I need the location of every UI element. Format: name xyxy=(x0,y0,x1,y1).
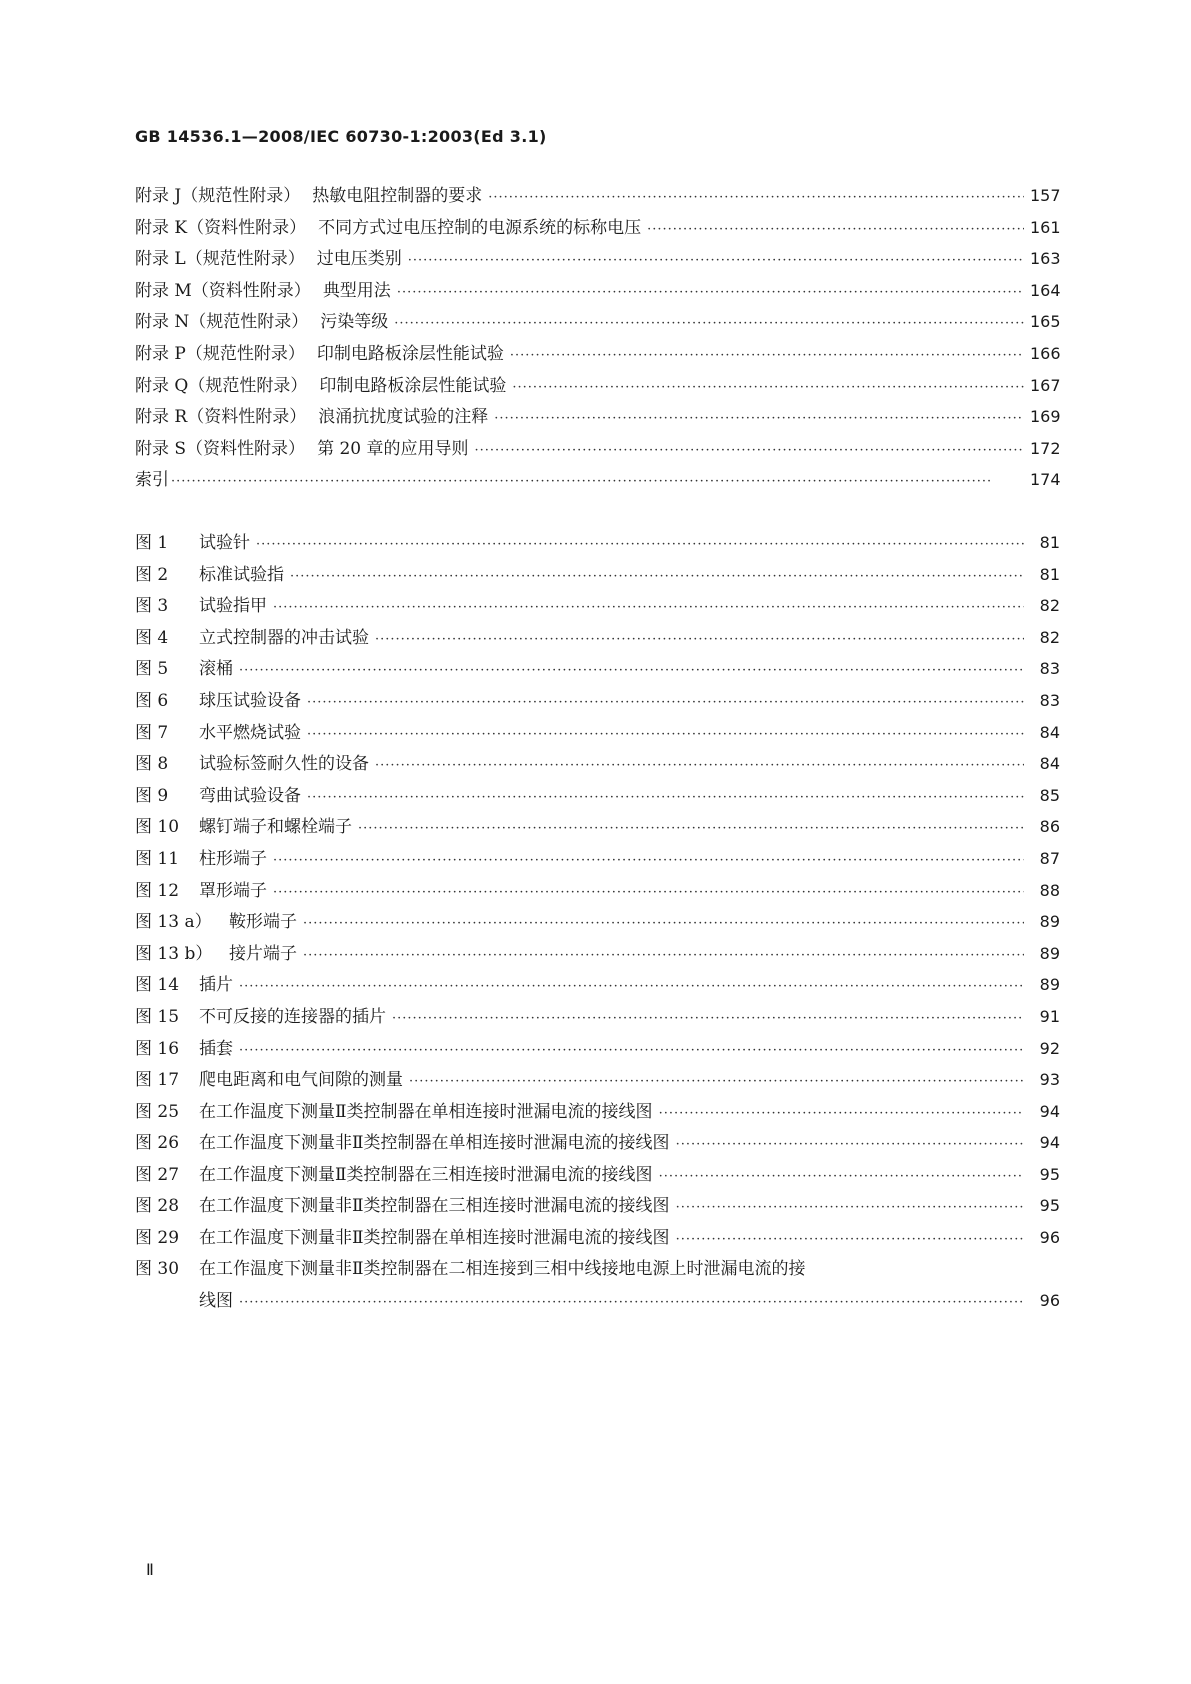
toc-label: 图 13 b） xyxy=(135,943,213,964)
toc-title: 印制电路板涂层性能试验 xyxy=(316,343,504,364)
toc-page: 167 xyxy=(1030,375,1061,395)
dot-leader xyxy=(397,277,1024,309)
dot-leader xyxy=(392,1003,1024,1035)
toc-page: 96 xyxy=(1039,1228,1060,1248)
toc-entry[interactable] xyxy=(135,1096,1060,1128)
toc-entry[interactable] xyxy=(135,685,1060,717)
toc-label: 附录 K（资料性附录） xyxy=(135,217,307,238)
toc-entry[interactable] xyxy=(135,1190,1060,1222)
dot-leader xyxy=(307,719,1024,751)
dot-leader xyxy=(375,750,1024,782)
toc-page: 96 xyxy=(1039,1291,1060,1311)
toc-title: 浪涌抗扰度试验的注释 xyxy=(318,407,489,428)
toc-title: 在工作温度下测量非Ⅱ类控制器在单相连接时泄漏电流的接线图 xyxy=(199,1133,670,1154)
toc-page: 83 xyxy=(1039,690,1060,710)
page-number: Ⅱ xyxy=(146,1560,154,1579)
toc-label: 图 9 xyxy=(135,785,169,806)
toc-page: 157 xyxy=(1030,186,1061,205)
toc-label: 图 4 xyxy=(135,627,169,648)
toc-label: 图 17 xyxy=(135,1070,180,1091)
toc-entry[interactable] xyxy=(135,559,1060,591)
toc-label: 附录 R（资料性附录） xyxy=(135,407,307,428)
toc-title: 爬电距离和电气间隙的测量 xyxy=(199,1070,403,1091)
toc-title: 立式控制器的冲击试验 xyxy=(199,627,369,648)
toc-entry-index[interactable] xyxy=(135,464,1060,496)
toc-page: 172 xyxy=(1030,438,1061,458)
toc-label: 图 14 xyxy=(135,975,180,996)
toc-page: 81 xyxy=(1039,533,1060,552)
toc-page: 91 xyxy=(1039,1006,1060,1026)
toc-title: 试验指甲 xyxy=(199,596,267,617)
toc-page: 88 xyxy=(1039,880,1060,900)
toc-page: 82 xyxy=(1039,596,1060,616)
toc-entry[interactable] xyxy=(135,243,1060,275)
toc-entry[interactable] xyxy=(135,306,1060,338)
toc-page: 81 xyxy=(1039,564,1060,584)
toc-page: 89 xyxy=(1039,975,1060,995)
document-header: GB 14536.1—2008/IEC 60730-1:2003(Ed 3.1) xyxy=(135,127,547,146)
dot-leader xyxy=(659,1098,1024,1130)
toc-label: 附录 S（资料性附录） xyxy=(135,438,306,459)
dot-leader xyxy=(494,403,1024,435)
toc-title: 在工作温度下测量非Ⅱ类控制器在二相连接到三相中线接地电源上时泄漏电流的接 xyxy=(199,1258,806,1279)
toc-label: 图 12 xyxy=(135,880,180,901)
toc-label: 图 30 xyxy=(135,1258,180,1279)
toc-label: 附录 M（资料性附录） xyxy=(135,280,311,301)
dot-leader xyxy=(676,1129,1024,1161)
dot-leader xyxy=(239,971,1024,1003)
toc-title: 印制电路板涂层性能试验 xyxy=(319,375,507,396)
toc-page: 82 xyxy=(1039,627,1060,647)
toc-page: 166 xyxy=(1030,343,1061,363)
toc-label: 图 16 xyxy=(135,1038,180,1059)
toc-entry[interactable] xyxy=(135,622,1060,654)
toc-entry-figure-30[interactable] xyxy=(135,1254,1060,1286)
toc-title: 接片端子 xyxy=(229,943,297,964)
dot-leader xyxy=(358,813,1024,845)
toc-title: 热敏电阻控制器的要求 xyxy=(312,186,483,206)
dot-leader xyxy=(239,1035,1024,1067)
toc-entry[interactable] xyxy=(135,938,1060,970)
toc-entry[interactable] xyxy=(135,780,1060,812)
toc-entry[interactable] xyxy=(135,1001,1060,1033)
dot-leader xyxy=(290,561,1024,593)
dot-leader xyxy=(307,782,1024,814)
toc-title: 在工作温度下测量非Ⅱ类控制器在单相连接时泄漏电流的接线图 xyxy=(199,1228,670,1249)
dot-leader xyxy=(375,624,1024,656)
toc-page: 95 xyxy=(1039,1196,1060,1216)
toc-entry[interactable] xyxy=(135,1033,1060,1065)
toc-title: 螺钉端子和螺栓端子 xyxy=(199,817,352,838)
toc-label: 图 11 xyxy=(135,848,180,869)
toc-page: 161 xyxy=(1030,217,1061,237)
toc-label: 图 1 xyxy=(135,533,169,553)
toc-entry[interactable] xyxy=(135,906,1060,938)
toc-entry[interactable] xyxy=(135,370,1060,402)
dot-leader xyxy=(303,908,1024,940)
toc-entry[interactable] xyxy=(135,811,1060,843)
dot-leader xyxy=(512,372,1024,404)
dot-leader xyxy=(475,435,1024,467)
toc-title: 在工作温度下测量Ⅱ类控制器在单相连接时泄漏电流的接线图 xyxy=(199,1101,653,1122)
toc-label: 图 2 xyxy=(135,564,169,585)
toc-title: 过电压类别 xyxy=(316,249,402,270)
toc-entry[interactable] xyxy=(135,1222,1060,1254)
toc-entry[interactable] xyxy=(135,1064,1060,1096)
toc-page: 174 xyxy=(1030,470,1061,490)
toc-label: 图 13 a） xyxy=(135,912,212,933)
toc-page: 89 xyxy=(1039,912,1060,932)
toc-entry-continuation[interactable] xyxy=(135,1285,1060,1317)
figure-toc xyxy=(135,527,1060,1317)
toc-page: 94 xyxy=(1039,1133,1060,1153)
annex-toc xyxy=(135,180,1060,496)
toc-entry[interactable] xyxy=(135,875,1060,907)
dot-leader xyxy=(303,940,1024,972)
toc-title: 水平燃烧试验 xyxy=(199,722,301,743)
toc-entry[interactable] xyxy=(135,748,1060,780)
toc-entry[interactable] xyxy=(135,338,1060,370)
toc-label: 图 5 xyxy=(135,659,169,680)
toc-page: 83 xyxy=(1039,659,1060,679)
toc-page: 89 xyxy=(1039,943,1060,963)
toc-label: 图 8 xyxy=(135,754,169,775)
toc-title: 典型用法 xyxy=(322,280,391,301)
toc-label: 附录 J（规范性附录） xyxy=(135,186,301,206)
dot-leader xyxy=(408,245,1024,277)
toc-title: 试验针 xyxy=(199,533,250,553)
toc-title: 不同方式过电压控制的电源系统的标称电压 xyxy=(318,217,642,238)
toc-page: 84 xyxy=(1039,722,1060,742)
toc-page: 164 xyxy=(1030,280,1061,300)
toc-title: 鞍形端子 xyxy=(229,912,297,933)
dot-leader xyxy=(676,1192,1024,1224)
toc-title: 弯曲试验设备 xyxy=(199,785,301,806)
toc-entry[interactable] xyxy=(135,527,1060,559)
dot-leader xyxy=(239,1287,1024,1319)
dot-leader xyxy=(510,340,1024,372)
toc-label: 图 26 xyxy=(135,1133,180,1154)
toc-label: 附录 N（规范性附录） xyxy=(135,312,309,333)
toc-entry[interactable] xyxy=(135,275,1060,307)
toc-entry[interactable] xyxy=(135,843,1060,875)
toc-entry[interactable] xyxy=(135,401,1060,433)
dot-leader xyxy=(273,845,1024,877)
toc-page: 92 xyxy=(1039,1038,1060,1058)
dot-leader xyxy=(256,529,1024,561)
toc-title: 柱形端子 xyxy=(199,848,267,869)
toc-entry[interactable] xyxy=(135,717,1060,749)
toc-page: 169 xyxy=(1030,407,1061,427)
dot-leader xyxy=(273,592,1024,624)
toc-entry[interactable] xyxy=(135,433,1060,465)
toc-title: 不可反接的连接器的插片 xyxy=(199,1006,386,1027)
toc-title: 在工作温度下测量Ⅱ类控制器在三相连接时泄漏电流的接线图 xyxy=(199,1164,653,1185)
toc-title: 插套 xyxy=(199,1038,233,1059)
toc-label: 图 3 xyxy=(135,596,169,617)
toc-page: 84 xyxy=(1039,754,1060,774)
toc-label: 图 15 xyxy=(135,1006,180,1027)
toc-title: 罩形端子 xyxy=(199,880,267,901)
dot-leader xyxy=(394,308,1024,340)
toc-page: 86 xyxy=(1039,817,1060,837)
toc-title: 污染等级 xyxy=(320,312,389,333)
toc-page: 163 xyxy=(1030,249,1061,269)
toc-label: 图 27 xyxy=(135,1164,180,1185)
dot-leader xyxy=(239,655,1024,687)
toc-title: 线图 xyxy=(199,1291,233,1312)
toc-title: 滚桶 xyxy=(199,659,233,680)
toc-label: 图 7 xyxy=(135,722,169,743)
toc-entry[interactable] xyxy=(135,969,1060,1001)
toc-page: 94 xyxy=(1039,1101,1060,1121)
toc-label: 图 25 xyxy=(135,1101,180,1122)
toc-title: 标准试验指 xyxy=(199,564,284,585)
toc-entry[interactable] xyxy=(135,590,1060,622)
toc-page: 93 xyxy=(1039,1070,1060,1090)
toc-label: 附录 Q（规范性附录） xyxy=(135,375,308,396)
toc-label: 图 10 xyxy=(135,817,180,838)
toc-title: 插片 xyxy=(199,975,233,996)
toc-entry[interactable] xyxy=(135,212,1060,244)
toc-title: 第 20 章的应用导则 xyxy=(317,438,469,459)
dot-leader xyxy=(488,182,1024,214)
toc-title: 试验标签耐久性的设备 xyxy=(199,754,369,775)
toc-title: 索引 xyxy=(135,470,169,491)
dot-leader xyxy=(409,1066,1024,1098)
toc-entry[interactable] xyxy=(135,180,1060,212)
toc-label: 图 28 xyxy=(135,1196,180,1217)
dot-leader xyxy=(273,877,1024,909)
toc-page: 85 xyxy=(1039,785,1060,805)
toc-page: 95 xyxy=(1039,1164,1060,1184)
dot-leader xyxy=(171,466,1024,498)
toc-page: 87 xyxy=(1039,848,1060,868)
toc-title: 在工作温度下测量非Ⅱ类控制器在三相连接时泄漏电流的接线图 xyxy=(199,1196,670,1217)
toc-label: 附录 P（规范性附录） xyxy=(135,343,305,364)
toc-page: 165 xyxy=(1030,312,1061,332)
dot-leader xyxy=(676,1224,1024,1256)
toc-label: 附录 L（规范性附录） xyxy=(135,249,305,270)
dot-leader xyxy=(647,214,1024,246)
toc-label: 图 6 xyxy=(135,690,169,711)
dot-leader xyxy=(659,1161,1024,1193)
toc-label: 图 29 xyxy=(135,1228,180,1249)
dot-leader xyxy=(307,687,1024,719)
toc-entry[interactable] xyxy=(135,1159,1060,1191)
toc-entry[interactable] xyxy=(135,653,1060,685)
toc-entry[interactable] xyxy=(135,1127,1060,1159)
toc-title: 球压试验设备 xyxy=(199,690,301,711)
